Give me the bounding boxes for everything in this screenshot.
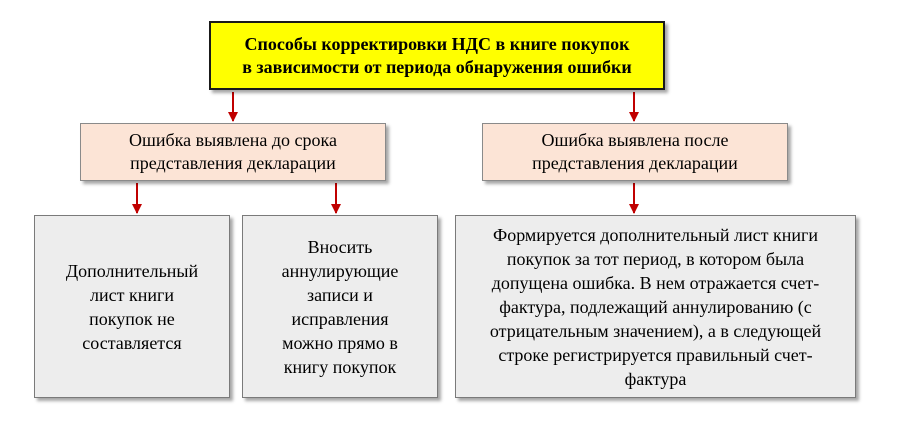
diagram-title-box <box>209 21 665 90</box>
diagram-title: Способы корректировки НДС в книге покупок в зависимости от периода обнаружения ошибки <box>242 33 632 77</box>
result-direct-corrections-text: Вносить аннулирующие записи и исправления можно прямо в книгу покупок <box>281 236 399 377</box>
result-additional-sheet <box>455 215 856 398</box>
branch-after-deadline <box>482 123 788 181</box>
result-direct-corrections <box>242 215 438 398</box>
branch-before-deadline-label: Ошибка выявлена до срока представления декларации <box>129 130 337 173</box>
result-additional-sheet-text: Формируется дополнительный лист книги покупок за тот период, в котором была допущена ошибка. В нем отражается счет- фактура, подлежащий аннулированию (с отрицательным значением), а в следующей строке регистрируется правильный счет- фактура <box>489 224 822 389</box>
result-no-additional-sheet-text: Дополнительный лист книги покупок не составляется <box>65 260 199 353</box>
branch-after-deadline-label: Ошибка выявлена после представления декларации <box>532 130 738 173</box>
result-no-additional-sheet <box>34 215 230 398</box>
branch-before-deadline <box>80 123 386 181</box>
